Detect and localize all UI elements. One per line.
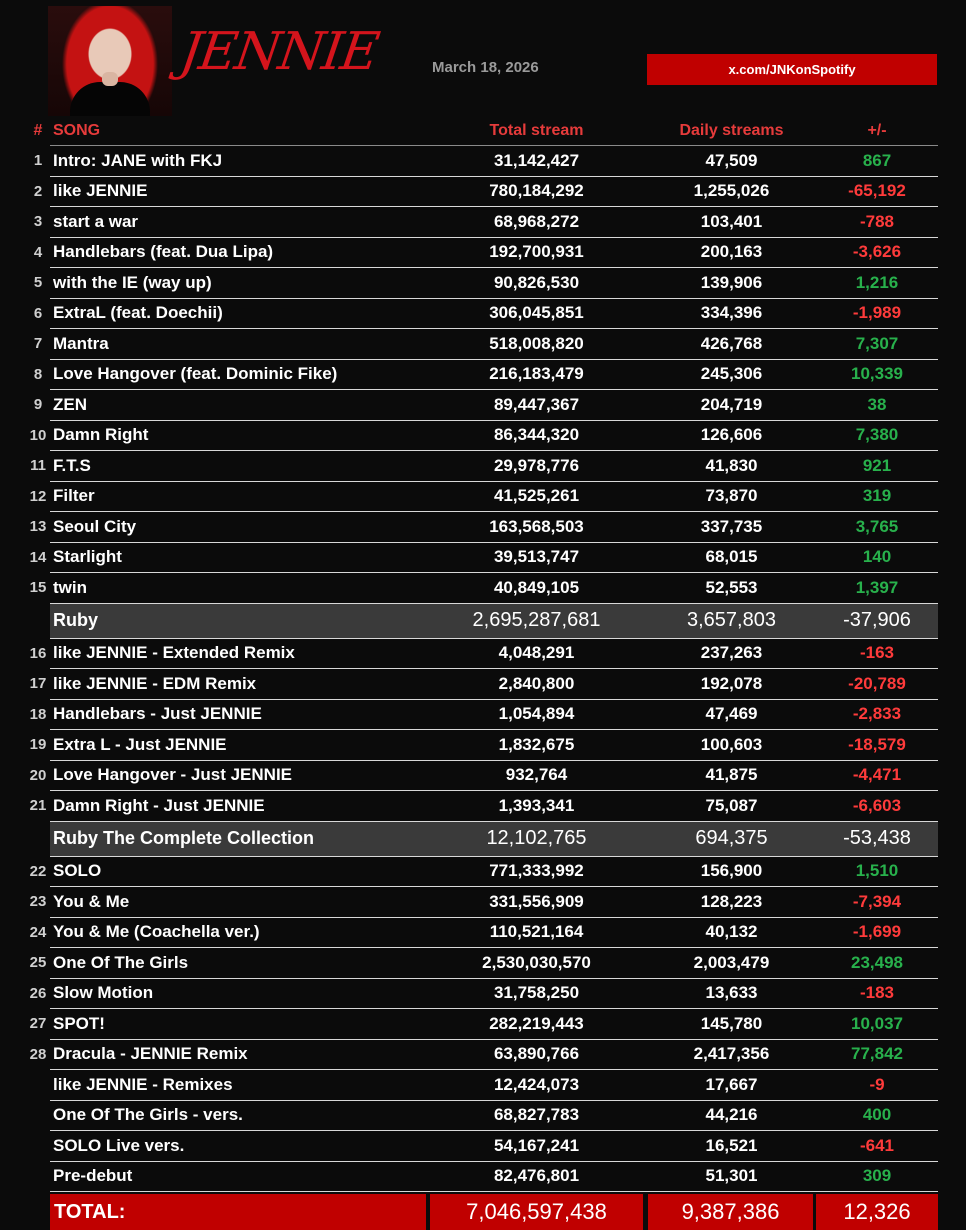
- table-row: [33, 268, 938, 299]
- total-stream: 89,447,367: [493, 394, 580, 414]
- total-stream: 216,183,479: [489, 364, 584, 384]
- daily-streams: 245,306: [700, 364, 763, 384]
- song-title: You & Me (Coachella ver.): [53, 922, 260, 942]
- row-number: 23: [29, 893, 47, 911]
- table-row: [33, 146, 938, 177]
- row-number: 10: [29, 426, 47, 444]
- stream-diff: -6,603: [852, 795, 902, 815]
- daily-streams: 41,875: [705, 765, 758, 785]
- daily-streams: 13,633: [705, 983, 758, 1003]
- total-stream: 40,849,105: [493, 577, 580, 597]
- row-number: 25: [29, 954, 47, 972]
- table-row: [29, 730, 938, 761]
- total-stream: 780,184,292: [489, 181, 584, 201]
- table-row: [29, 421, 938, 452]
- song-title: twin: [53, 577, 87, 597]
- total-stream: 31,142,427: [493, 150, 580, 170]
- table-row: [29, 791, 938, 822]
- photo-body: [70, 82, 150, 116]
- table-row: [29, 512, 938, 543]
- table-row: [29, 573, 938, 604]
- table-row: [29, 482, 938, 513]
- header-total-stream: Total stream: [489, 121, 584, 139]
- stream-diff: 1,397: [855, 577, 899, 597]
- song-title: Damn Right - Just JENNIE: [53, 795, 265, 815]
- table-row: [33, 329, 938, 360]
- table-row: [29, 543, 938, 574]
- row-number: 27: [29, 1015, 47, 1033]
- daily-streams: 16,521: [705, 1135, 758, 1155]
- song-title: Slow Motion: [53, 983, 154, 1003]
- stream-diff: 867: [862, 150, 892, 170]
- total-stream: 90,826,530: [493, 272, 580, 292]
- song-title: start a war: [53, 211, 139, 231]
- stream-diff: -2,833: [852, 704, 902, 724]
- table-row: [29, 639, 938, 670]
- row-number: 11: [30, 457, 46, 475]
- total-stream: 54,167,241: [493, 1135, 580, 1155]
- song-title: You & Me: [53, 891, 130, 911]
- row-number: 26: [29, 984, 47, 1002]
- total-stream: 1,832,675: [498, 734, 575, 754]
- table-row: [29, 948, 938, 979]
- song-title: ZEN: [53, 394, 87, 414]
- song-title: ExtraL (feat. Doechii): [53, 303, 223, 323]
- total-stream: 2,530,030,570: [482, 952, 591, 972]
- total-stream: 306,045,851: [489, 303, 584, 323]
- daily-streams: 126,606: [700, 425, 763, 445]
- stream-diff: 319: [862, 486, 892, 506]
- album-subtotal-row: [50, 604, 938, 639]
- song-title: Intro: JANE with FKJ: [53, 150, 223, 170]
- table-row: [29, 1009, 938, 1040]
- daily-streams: 44,216: [705, 1105, 758, 1125]
- total-stream: 331,556,909: [489, 891, 584, 911]
- stream-diff: -163: [859, 643, 895, 663]
- total-stream: 1,054,894: [498, 704, 575, 724]
- total-stream: 163,568,503: [489, 516, 584, 536]
- table-row: [29, 700, 938, 731]
- row-number: 3: [33, 213, 43, 231]
- daily-streams: 694,375: [695, 827, 768, 849]
- streams-table: [0, 116, 966, 1230]
- daily-streams: 3,657,803: [687, 609, 776, 631]
- song-title: SOLO: [53, 861, 102, 881]
- stream-diff: -1,699: [852, 922, 902, 942]
- total-stream: 63,890,766: [493, 1044, 580, 1064]
- daily-streams: 40,132: [705, 922, 758, 942]
- daily-streams: 128,223: [700, 891, 763, 911]
- stream-diff: 38: [867, 394, 887, 414]
- stream-diff: -18,579: [848, 734, 906, 754]
- row-number: [28, 1131, 48, 1161]
- daily-streams: 52,553: [705, 577, 758, 597]
- stream-diff: 1,216: [855, 272, 899, 292]
- song-title: Mantra: [53, 333, 109, 353]
- table-row: [33, 360, 938, 391]
- song-title: Damn Right: [53, 425, 149, 445]
- header: [0, 0, 966, 118]
- stream-diff: 77,842: [851, 1044, 903, 1064]
- song-title: Ruby: [53, 610, 98, 630]
- stream-diff: -65,192: [848, 181, 906, 201]
- table-row: [29, 669, 938, 700]
- total-stream: 86,344,320: [493, 425, 580, 445]
- total-stream: 192,700,931: [489, 242, 584, 262]
- total-stream: 110,521,164: [489, 922, 584, 942]
- row-number: 13: [29, 518, 47, 536]
- row-number: [28, 1070, 48, 1100]
- song-title: Love Hangover - Just JENNIE: [53, 765, 293, 785]
- row-number: 14: [29, 548, 47, 566]
- table-row: [29, 857, 938, 888]
- total-stream: 82,476,801: [493, 1166, 580, 1186]
- daily-streams: 334,396: [700, 303, 763, 323]
- song-title: like JENNIE - EDM Remix: [53, 673, 257, 693]
- stream-diff: 7,380: [855, 425, 899, 445]
- song-title: SOLO Live vers.: [53, 1135, 185, 1155]
- row-number: 7: [33, 335, 43, 353]
- total-stream: 932,764: [505, 765, 568, 785]
- stream-diff: -37,906: [843, 609, 911, 631]
- song-title: like JENNIE: [53, 181, 148, 201]
- total-label: TOTAL:: [50, 1194, 426, 1230]
- artist-logo: JENNIE: [176, 22, 382, 82]
- row-number: 16: [29, 644, 47, 662]
- table-row: [33, 390, 938, 421]
- stream-diff: 309: [862, 1166, 892, 1186]
- table-row: [29, 887, 938, 918]
- row-number: 4: [33, 243, 43, 261]
- row-number: 9: [33, 396, 43, 414]
- song-title: Ruby The Complete Collection: [53, 828, 315, 848]
- total-stream: 12,424,073: [493, 1074, 580, 1094]
- table-row: [29, 761, 938, 792]
- header-song: SONG: [53, 121, 101, 139]
- daily-streams: 1,255,026: [693, 181, 770, 201]
- row-number: 15: [29, 579, 47, 597]
- row-number: 21: [29, 797, 47, 815]
- daily-streams: 73,870: [705, 486, 758, 506]
- stream-diff: 23,498: [851, 952, 903, 972]
- total-stream: 2,840,800: [498, 673, 575, 693]
- row-number: 24: [29, 923, 47, 941]
- row-number: 12: [29, 487, 47, 505]
- song-title: with the IE (way up): [53, 272, 212, 292]
- song-title: Handlebars (feat. Dua Lipa): [53, 242, 274, 262]
- stream-diff: 10,339: [851, 364, 903, 384]
- song-title: Pre-debut: [53, 1166, 133, 1186]
- song-title: One Of The Girls - vers.: [53, 1105, 243, 1125]
- row-number: 22: [29, 862, 47, 880]
- daily-streams: 103,401: [700, 211, 763, 231]
- daily-streams: 156,900: [700, 861, 763, 881]
- artist-photo: [48, 6, 172, 116]
- stream-diff: 1,510: [855, 861, 899, 881]
- table-row: [50, 1070, 938, 1101]
- song-title: F.T.S: [53, 455, 91, 475]
- daily-streams: 47,509: [705, 150, 758, 170]
- stream-diff: -9: [869, 1074, 885, 1094]
- total-stream: 29,978,776: [493, 455, 580, 475]
- total-row: [50, 1194, 938, 1230]
- song-title: Filter: [53, 486, 95, 506]
- row-number: 18: [29, 705, 47, 723]
- total-stream: 771,333,992: [489, 861, 584, 881]
- daily-streams: 75,087: [705, 795, 758, 815]
- table-row: [50, 1101, 938, 1132]
- stream-diff: 7,307: [855, 333, 899, 353]
- row-number: 17: [29, 675, 47, 693]
- stream-diff: 10,037: [851, 1013, 903, 1033]
- daily-streams: 192,078: [700, 673, 763, 693]
- total-stream: 41,525,261: [493, 486, 580, 506]
- total-stream: 39,513,747: [493, 547, 580, 567]
- row-number: 2: [33, 182, 43, 200]
- song-title: Dracula - JENNIE Remix: [53, 1044, 248, 1064]
- total-stream: 4,048,291: [498, 643, 575, 663]
- table-row: [29, 918, 938, 949]
- table-row: [30, 451, 938, 482]
- table-header-row: [33, 116, 938, 146]
- daily-streams: 17,667: [705, 1074, 758, 1094]
- song-title: Extra L - Just JENNIE: [53, 734, 227, 754]
- total-diff-sum: 12,326: [816, 1194, 938, 1230]
- total-stream: 282,219,443: [489, 1013, 584, 1033]
- daily-streams: 426,768: [700, 333, 763, 353]
- daily-streams: 51,301: [705, 1166, 758, 1186]
- total-stream: 518,008,820: [489, 333, 584, 353]
- header-daily-streams: Daily streams: [679, 121, 784, 139]
- table-row: [33, 238, 938, 269]
- total-stream-sum: 7,046,597,438: [430, 1194, 643, 1230]
- song-title: Seoul City: [53, 516, 137, 536]
- total-stream: 68,827,783: [493, 1105, 580, 1125]
- song-title: like JENNIE - Remixes: [53, 1074, 233, 1094]
- daily-streams: 2,003,479: [693, 952, 770, 972]
- album-subtotal-row: [50, 822, 938, 857]
- stream-diff: 921: [862, 455, 892, 475]
- song-title: Love Hangover (feat. Dominic Fike): [53, 364, 338, 384]
- photo-hand: [102, 72, 118, 86]
- total-stream: 12,102,765: [486, 827, 587, 849]
- stream-diff: -1,989: [852, 303, 902, 323]
- daily-streams: 68,015: [705, 547, 758, 567]
- row-number: [28, 1101, 48, 1131]
- total-stream: 31,758,250: [493, 983, 580, 1003]
- daily-streams: 41,830: [705, 455, 758, 475]
- song-title: SPOT!: [53, 1013, 105, 1033]
- table-row: [29, 979, 938, 1010]
- table-row: [33, 177, 938, 208]
- song-title: like JENNIE - Extended Remix: [53, 643, 295, 663]
- row-number: 1: [33, 152, 43, 170]
- daily-streams: 100,603: [700, 734, 763, 754]
- total-stream: 68,968,272: [493, 211, 580, 231]
- table-row: [50, 1131, 938, 1162]
- stream-diff: -788: [859, 211, 895, 231]
- stream-diff: -20,789: [848, 673, 906, 693]
- header-num: #: [33, 121, 43, 139]
- row-number: 6: [33, 304, 43, 322]
- stream-diff: -53,438: [843, 827, 911, 849]
- row-number: 5: [33, 274, 43, 292]
- stream-diff: -3,626: [852, 242, 902, 262]
- daily-streams: 139,906: [700, 272, 763, 292]
- table-row: [33, 299, 938, 330]
- stream-diff: -183: [859, 983, 895, 1003]
- daily-streams: 200,163: [700, 242, 763, 262]
- song-title: One Of The Girls: [53, 952, 189, 972]
- daily-streams: 2,417,356: [693, 1044, 770, 1064]
- song-title: Handlebars - Just JENNIE: [53, 704, 262, 724]
- stream-diff: 140: [862, 547, 892, 567]
- header-diff: +/-: [867, 121, 887, 139]
- table-row: [50, 1162, 938, 1193]
- daily-streams: 145,780: [700, 1013, 763, 1033]
- spotify-account-link[interactable]: x.com/JNKonSpotify: [647, 54, 937, 85]
- daily-streams: 337,735: [700, 516, 763, 536]
- stream-diff: 3,765: [855, 516, 899, 536]
- daily-streams: 47,469: [705, 704, 758, 724]
- total-daily-sum: 9,387,386: [648, 1194, 813, 1230]
- row-number: 19: [29, 736, 47, 754]
- total-stream: 1,393,341: [498, 795, 575, 815]
- row-number: 28: [29, 1045, 47, 1063]
- daily-streams: 237,263: [700, 643, 763, 663]
- row-number: [28, 1162, 48, 1192]
- stream-diff: -7,394: [852, 891, 902, 911]
- stream-diff: 400: [862, 1105, 892, 1125]
- table-row: [33, 207, 938, 238]
- table-row: [29, 1040, 938, 1071]
- stream-diff: -641: [859, 1135, 895, 1155]
- stream-diff: -4,471: [852, 765, 902, 785]
- report-date: March 18, 2026: [432, 59, 539, 76]
- row-number: 20: [29, 766, 47, 784]
- daily-streams: 204,719: [700, 394, 763, 414]
- song-title: Starlight: [53, 547, 122, 567]
- row-number: 8: [33, 365, 43, 383]
- total-stream: 2,695,287,681: [472, 609, 601, 631]
